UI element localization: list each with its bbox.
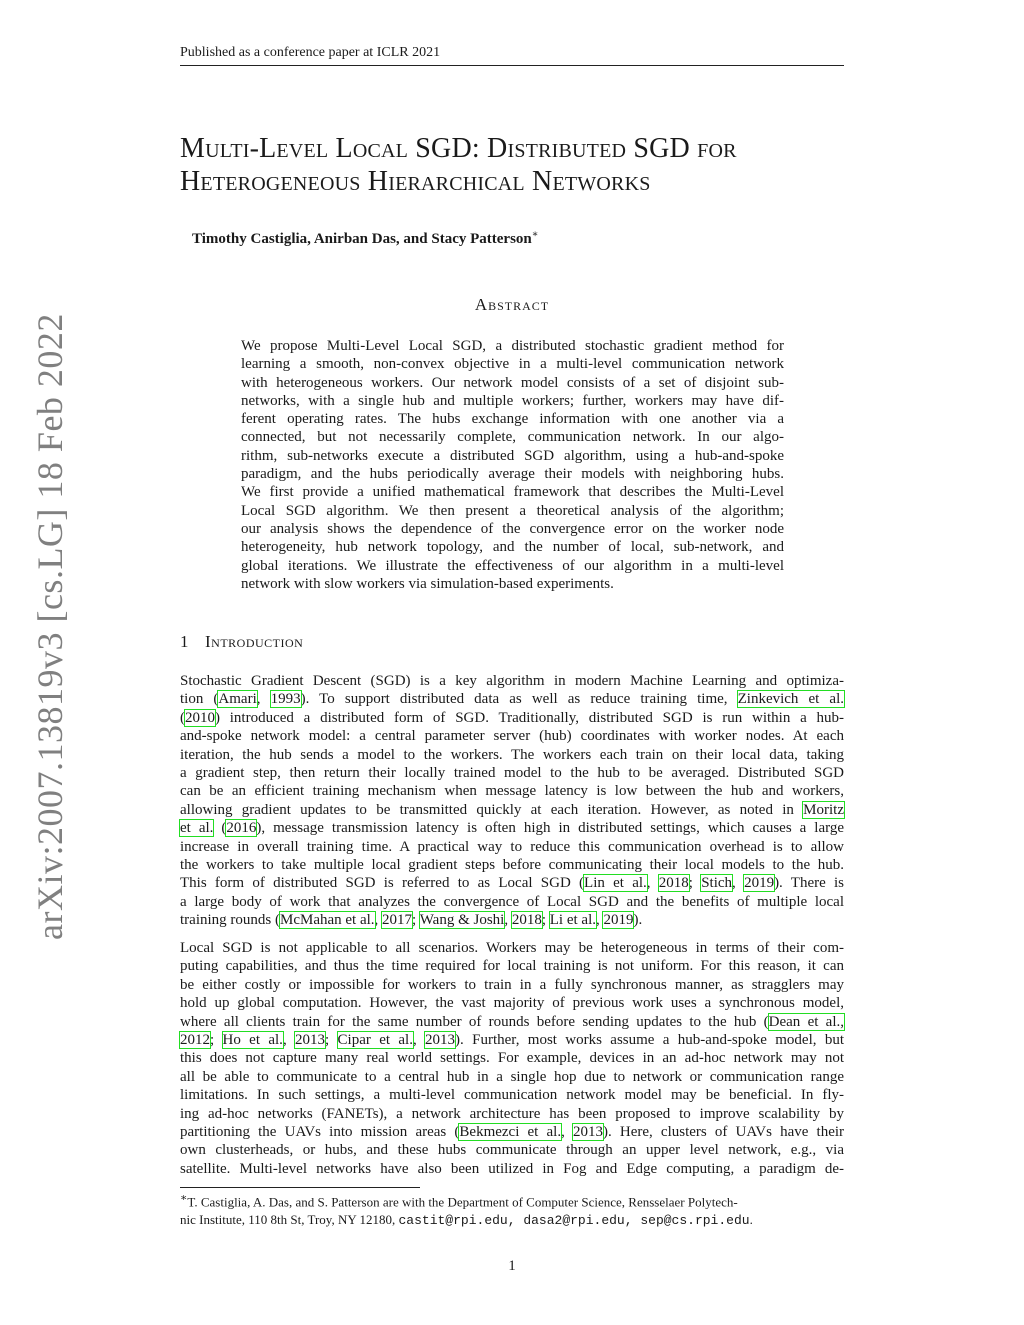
- line-text: allowing gradient updates to be transmitted quickly at each iteration. However, as noted in: [180, 801, 804, 818]
- footnote-line-2: [180, 1211, 844, 1230]
- line-text: ). Here, clusters of UAVs have their: [602, 1124, 845, 1141]
- line-text: ). To support distributed data as well as reduce training time,: [300, 691, 738, 708]
- citation-link[interactable]: 2013: [425, 1032, 456, 1049]
- footnote-text: .: [749, 1211, 753, 1227]
- section-number: 1: [180, 632, 189, 651]
- line-text: ,: [646, 875, 659, 892]
- citation-link[interactable]: Bekmezci et al.: [459, 1124, 562, 1141]
- paper-title-line-1: Multi-Level Local SGD: Distributed SGD for: [180, 133, 737, 164]
- paragraph-line: [180, 1013, 844, 1031]
- paragraph-line: iteration, the hub sends a model to the workers. The workers each train on their local data, taking: [180, 746, 844, 763]
- line-text: ,: [561, 1124, 573, 1141]
- running-header: Published as a conference paper at ICLR 2021: [180, 44, 844, 66]
- abstract-line: heterogeneity, hub network topology, and the number of local, sub-network, and: [241, 539, 784, 556]
- line-text: ;: [210, 1032, 223, 1049]
- citation-link[interactable]: 2012: [180, 1032, 210, 1049]
- paragraph-line: [180, 1031, 844, 1049]
- footnote: [180, 1190, 844, 1229]
- paragraph-line: all be able to communicate to a central hub in a single hop due to network or communication range: [180, 1068, 844, 1085]
- citation-link[interactable]: 2017: [382, 912, 413, 929]
- citation-link[interactable]: 2013: [572, 1124, 603, 1141]
- paragraph-line: [180, 801, 844, 819]
- paragraph-line: puting capabilities, and thus the time required for local training is not uniform. For this reason, it can: [180, 958, 844, 975]
- paper-title-line-2: Heterogeneous Hierarchical Networks: [180, 166, 651, 197]
- footnote-text: nic Institute, 110 8th St, Troy, NY 12180,: [180, 1211, 399, 1227]
- citation-link[interactable]: Li et al.: [549, 912, 596, 929]
- abstract-line: paradigm, and the hubs periodically average their models with neighboring hubs.: [241, 466, 784, 483]
- line-text: ,: [412, 1032, 426, 1049]
- abstract-line: networks, with a single hub and multiple workers; further, workers may have dif-: [241, 392, 784, 409]
- introduction-paragraph-2: [180, 939, 844, 1178]
- author-emails: castit@rpi.edu, dasa2@rpi.edu, sep@cs.rpi.edu: [398, 1212, 750, 1228]
- abstract-line: global iterations. We illustrate the effectiveness of our algorithm in a multi-level: [241, 557, 784, 574]
- paragraph-line: this does not capture many real world settings. For example, devices in an ad-hoc network may not: [180, 1050, 844, 1067]
- line-text: ). Further, most works assume a hub-and-spoke model, but: [455, 1032, 845, 1049]
- line-text: ,: [374, 912, 383, 929]
- footnote-mark: ∗: [180, 1192, 188, 1204]
- introduction-paragraph-1: [180, 672, 844, 930]
- abstract-line: with heterogeneous workers. Our network model consists of a set of disjoint sub-: [241, 374, 784, 391]
- paragraph-line: hold up global computation. However, the vast majority of previous work uses a synchronous model,: [180, 995, 844, 1012]
- line-text: ;: [688, 875, 702, 892]
- abstract-body: [241, 337, 784, 593]
- citation-link[interactable]: Cipar et al.: [337, 1032, 413, 1049]
- paragraph-line: be either costly or impossible for workers to train in a fully synchronous manner, as stragglers may: [180, 976, 844, 993]
- line-text: ,: [256, 691, 271, 708]
- line-text: where all clients train for the same number of rounds before sending updates to the hub (: [180, 1013, 769, 1030]
- footnote-divider: [180, 1187, 420, 1188]
- paragraph-line: a large body of work that analyzes the convergence of Local SGD and the benefits of multiple local: [180, 893, 844, 910]
- paragraph-line: ing ad-hoc networks (FANETs), a network architecture has been proposed to improve scalability by: [180, 1105, 844, 1122]
- abstract-heading: Abstract: [474, 295, 550, 314]
- citation-link[interactable]: Zinkevich et al.: [737, 691, 844, 708]
- paragraph-line: increase in overall training time. A practical way to reduce this communication overhead is to allow: [180, 838, 844, 855]
- citation-link[interactable]: Lin et al.: [584, 875, 647, 892]
- abstract-line: network with slow workers via simulation-based experiments.: [241, 575, 614, 592]
- abstract-line: ferent operating rates. The hubs exchange information with one another via a: [241, 411, 784, 428]
- line-text: ).: [633, 912, 643, 929]
- abstract-line: our analysis shows the dependence of the convergence error on the worker node: [241, 520, 784, 537]
- citation-link[interactable]: Amari: [218, 691, 257, 708]
- citation-link[interactable]: McMahan et al.: [279, 912, 375, 929]
- citation-link[interactable]: Ho et al.: [222, 1032, 283, 1049]
- abstract-line: rithm, sub-networks execute a distributed SGD algorithm, using a hub-and-spoke: [241, 447, 784, 464]
- citation-link[interactable]: 2019: [603, 912, 634, 929]
- citation-link[interactable]: 2018: [658, 875, 689, 892]
- section-heading-introduction: [180, 632, 303, 652]
- citation-link[interactable]: 2013: [295, 1032, 326, 1049]
- paragraph-line: [180, 911, 844, 929]
- author-names: Timothy Castiglia, Anirban Das, and Stacy Patterson: [192, 231, 532, 247]
- line-text: ,: [595, 912, 604, 929]
- line-text: ;: [412, 912, 420, 929]
- paragraph-line: [180, 874, 844, 892]
- abstract-line: Local SGD algorithm. We then present a theoretical analysis of the algorithm;: [241, 502, 784, 519]
- footnote-line-1: [180, 1190, 844, 1211]
- citation-link[interactable]: Moritz: [803, 801, 844, 818]
- paragraph-line: can be an efficient training mechanism when message latency is low between the hub and workers,: [180, 783, 844, 800]
- citation-link[interactable]: 1993: [270, 691, 301, 708]
- author-footnote-mark: ∗: [531, 229, 539, 240]
- paragraph-line: [180, 1123, 844, 1141]
- citation-link[interactable]: 2016: [226, 820, 257, 837]
- abstract-line: learning a smooth, non-convex objective in a multi-level communication network: [241, 356, 784, 373]
- line-text: ;: [541, 912, 550, 929]
- footnote-text: T. Castiglia, A. Das, and S. Patterson are with the Department of Computer Science, Rensselaer Polytech-: [187, 1194, 738, 1210]
- citation-link[interactable]: 2019: [744, 875, 775, 892]
- citation-link[interactable]: Wang & Joshi: [419, 912, 505, 929]
- line-text: training rounds (: [180, 912, 280, 929]
- line-text: ,: [282, 1032, 296, 1049]
- paper-title: [180, 132, 860, 198]
- citation-link[interactable]: Stich: [701, 875, 733, 892]
- line-text: ). There is: [774, 875, 845, 892]
- paragraph-line: own clusterheads, or hubs, and these hubs communicate through an upper level network, e.g., via: [180, 1142, 844, 1159]
- author-list: [192, 229, 539, 248]
- paragraph-line: [180, 819, 844, 837]
- line-text: ), message transmission latency is often high in distributed settings, which causes a large: [256, 820, 844, 837]
- line-text: This form of distributed SGD is referred to as Local SGD (: [180, 875, 585, 892]
- abstract-line: We first provide a unified mathematical framework that describes the Multi-Level: [241, 484, 784, 501]
- line-text: ,: [504, 912, 512, 929]
- abstract-line: connected, but not necessarily complete, communication network. In our algo-: [241, 429, 784, 446]
- arxiv-identifier-stamp: arXiv:2007.13819v3 [cs.LG] 18 Feb 2022: [30, 313, 70, 940]
- line-text: tion (: [180, 691, 219, 708]
- section-title: Introduction: [205, 632, 304, 651]
- line-text: ) introduced a distributed form of SGD. Traditionally, distributed SGD is run within a hub-: [215, 709, 844, 726]
- paragraph-line: a gradient step, then return their locally trained model to the hub to be averaged. Distributed SGD: [180, 765, 844, 782]
- citation-link[interactable]: Dean et al.,: [768, 1013, 844, 1030]
- paragraph-line: Local SGD is not applicable to all scenarios. Workers may be heterogeneous in terms of their com-: [180, 940, 844, 956]
- paragraph-line: satellite. Multi-level networks have also been utilized in Fog and Edge computing, a paradigm de-: [180, 1160, 844, 1177]
- paragraph-line: [180, 709, 844, 727]
- line-text: ;: [325, 1032, 338, 1049]
- line-text: (: [213, 820, 227, 837]
- citation-link[interactable]: et al.: [180, 820, 214, 837]
- page-number: 1: [508, 1258, 516, 1274]
- line-text: (: [180, 709, 185, 726]
- paragraph-line: Stochastic Gradient Descent (SGD) is a key algorithm in modern Machine Learning and optimiza-: [180, 673, 844, 689]
- paragraph-line: and-spoke network model: a central parameter server (hub) coordinates with worker nodes. At each: [180, 728, 844, 745]
- paragraph-line: limitations. In such settings, a multi-level communication network model may be beneficial. In fly-: [180, 1087, 844, 1104]
- abstract-line: We propose Multi-Level Local SGD, a distributed stochastic gradient method for: [241, 338, 784, 354]
- paragraph-line: [180, 690, 844, 708]
- paragraph-line: the workers to take multiple local gradient steps before communicating their local models to the hub.: [180, 857, 844, 874]
- line-text: partitioning the UAVs into mission areas (: [180, 1124, 460, 1141]
- citation-link[interactable]: 2010: [185, 709, 215, 726]
- line-text: ,: [732, 875, 745, 892]
- citation-link[interactable]: 2018: [511, 912, 542, 929]
